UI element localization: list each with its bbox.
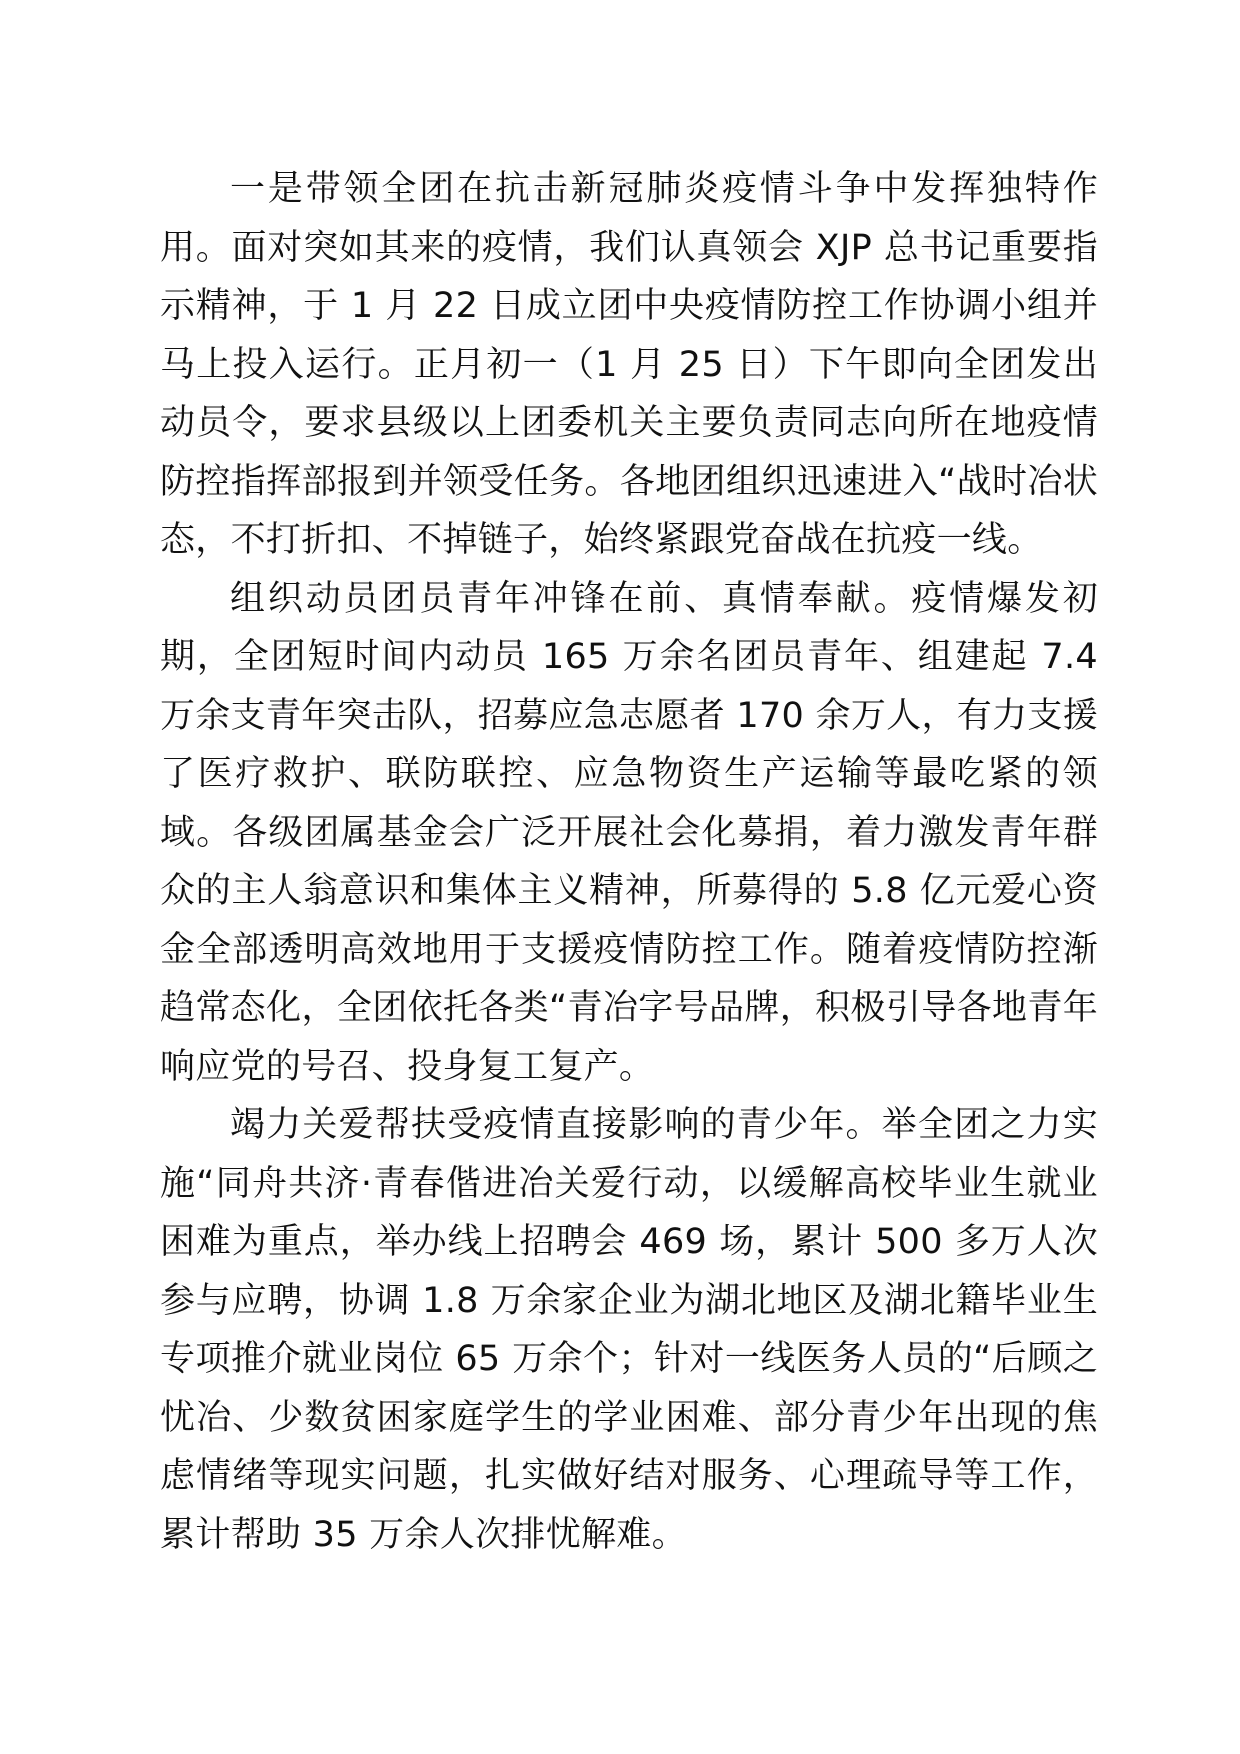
paragraph-1: 一是带领全团在抗击新冠肺炎疫情斗争中发挥独特作用。面对突如其来的疫情，我们认真领会 XJP 总书记重要指示精神，于 1 月 22 日成立团中央疫情防控工作协调小组并马上投入运行。正月初一（1 月 25 日）下午即向全团发出动员令，要求县级以上团委机关主要负责同志向所在地疫情防控指挥部报到并领受任务。各地团组织迅速进入“战时冶状态，不打折扣、不掉链子，始终紧跟党奋战在抗疫一线。 (160, 169, 1098, 560)
paragraph-2: 组织动员团员青年冲锋在前、真情奉献。疫情爆发初期，全团短时间内动员 165 万余名团员青年、组建起 7.4 万余支青年突击队，招募应急志愿者 170 余万人，有力支援了医疗救护、联防联控、应急物资生产运输等最吃紧的领域。各级团属基金会广泛开展社会化募捐，着力激发青年群众的主人翁意识和集体主义精神，所募得的 5.8 亿元爱心资金全部透明高效地用于支援疫情防控工作。随着疫情防控渐趋常态化，全团依托各类“青冶字号品牌，积极引导各地青年响应党的号召、投身复工复产。 (160, 578, 1098, 1087)
document-body (160, 160, 1098, 1564)
paragraph-3: 竭力关爱帮扶受疫情直接影响的青少年。举全团之力实施“同舟共济·青春偕进冶关爱行动，以缓解高校毕业生就业困难为重点，举办线上招聘会 469 场，累计 500 多万人次参与应聘，协调 1.8 万余家企业为湖北地区及湖北籍毕业生专项推介就业岗位 65 万余个；针对一线医务人员的“后顾之忧冶、少数贫困家庭学生的学业困难、部分青少年出现的焦虑情绪等现实问题，扎实做好结对服务、心理疏导等工作，累计帮助 35 万余人次排忧解难。 (160, 1105, 1098, 1555)
